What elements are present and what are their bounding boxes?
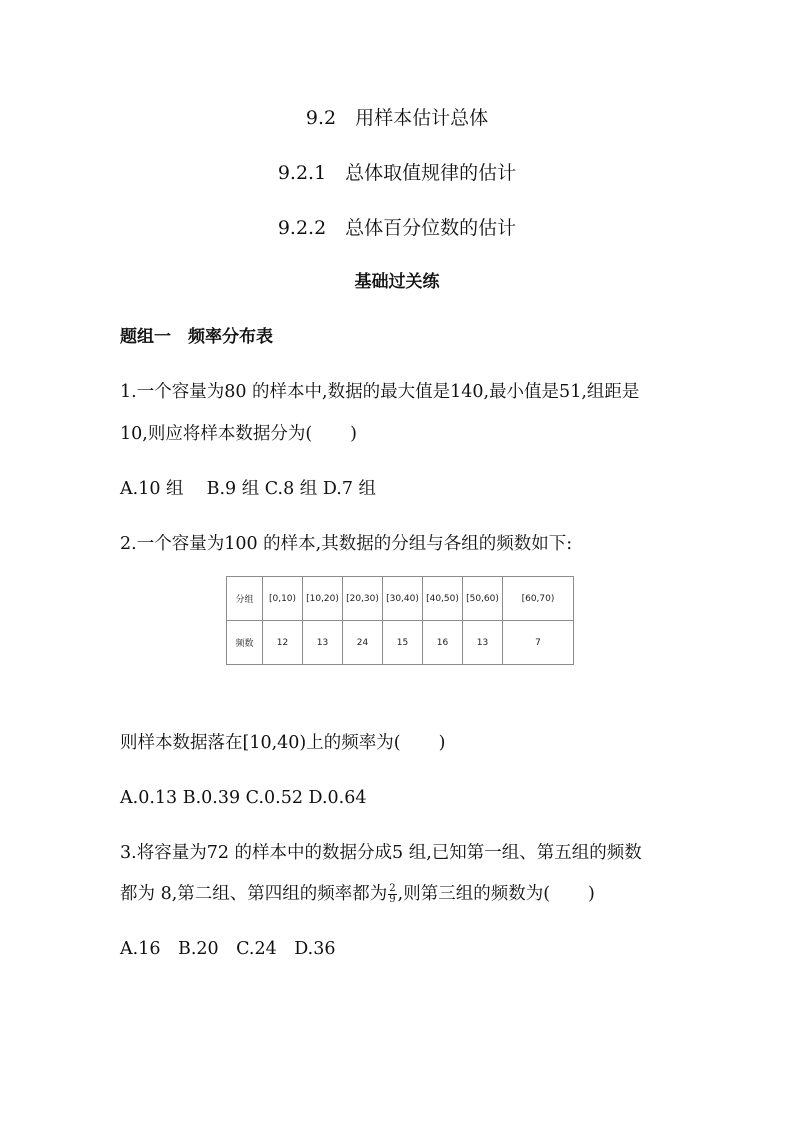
fraction — [388, 884, 396, 905]
table-cell-group: [60,70) — [503, 577, 574, 621]
table-header-label: 分组 — [227, 577, 263, 621]
table-cell-group: [50,60) — [463, 577, 503, 621]
title-sub-2: 9.2.2 总体百分位数的估计 — [277, 217, 517, 239]
table-row-counts — [227, 621, 574, 665]
table-cell-group: [30,40) — [383, 577, 423, 621]
table-cell-group: [40,50) — [423, 577, 463, 621]
fraction-numerator: 2 — [389, 883, 396, 894]
table-cell-count: 13 — [303, 621, 343, 665]
q2-intro: 2.一个容量为100 的样本,其数据的分组与各组的频数如下: — [120, 534, 573, 554]
q3-close-paren: ) — [588, 884, 595, 904]
q1-options: A.10 组 B.9 组 C.8 组 D.7 组 — [120, 479, 377, 499]
subtitle: 基础过关练 — [354, 272, 440, 292]
title-sub-1: 9.2.1 总体取值规律的估计 — [277, 162, 517, 184]
q2-close-paren: ) — [438, 733, 446, 753]
table-cell-count: 12 — [263, 621, 303, 665]
table-cell-group: [0,10) — [263, 577, 303, 621]
table-row-groups — [227, 577, 574, 621]
q3-text-mid: ,则第三组的频数为( — [397, 884, 551, 904]
q1-line-1: 1.一个容量为80 的样本中,数据的最大值是140,最小值是51,组距是 — [120, 382, 640, 402]
fraction-denominator: 9 — [389, 894, 396, 905]
q1-close-paren: ) — [350, 424, 357, 444]
q3-options: A.16 B.20 C.24 D.36 — [120, 939, 336, 959]
q3-line-2 — [120, 882, 595, 906]
section-heading: 题组一 频率分布表 — [120, 327, 273, 347]
table-row-label: 频数 — [227, 621, 263, 665]
table-cell-count: 13 — [463, 621, 503, 665]
table-cell-group: [20,30) — [343, 577, 383, 621]
q3-text-start: 都为 8,第二组、第四组的频率都为 — [120, 884, 388, 904]
q3-line-1: 3.将容量为72 的样本中的数据分成5 组,已知第一组、第五组的频数 — [120, 843, 642, 863]
table-cell-count: 7 — [503, 621, 574, 665]
table-cell-count: 16 — [423, 621, 463, 665]
q1-question-text: 10,则应将样本数据分为( — [120, 424, 313, 444]
q2-question — [120, 731, 445, 755]
q1-line-2 — [120, 422, 357, 446]
title-main: 9.2 用样本估计总体 — [305, 107, 489, 129]
table-cell-count: 15 — [383, 621, 423, 665]
table-cell-group: [10,20) — [303, 577, 343, 621]
q2-options: A.0.13 B.0.39 C.0.52 D.0.64 — [120, 788, 367, 808]
q2-question-text: 则样本数据落在[10,40)上的频率为( — [120, 733, 401, 753]
frequency-table — [226, 576, 574, 665]
table-cell-count: 24 — [343, 621, 383, 665]
